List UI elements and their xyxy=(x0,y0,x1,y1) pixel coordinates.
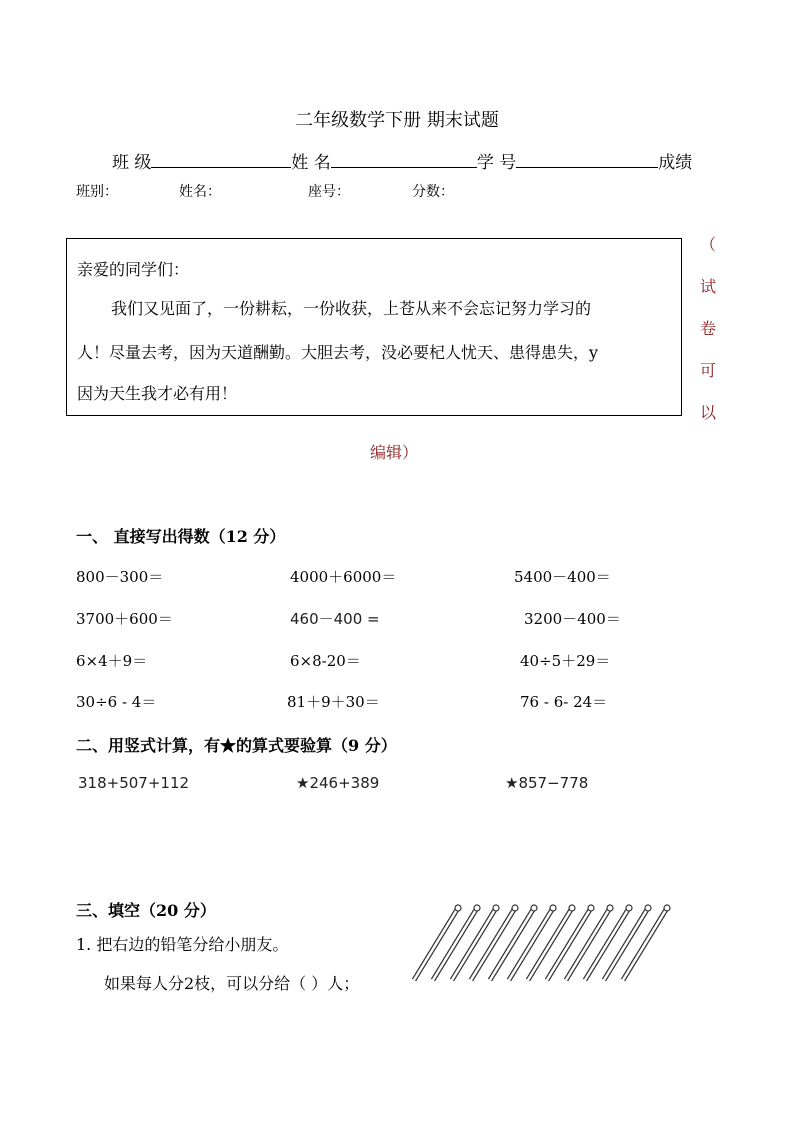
small-class-label: 班别： xyxy=(76,184,118,200)
note-char-1: （ xyxy=(700,235,717,254)
id-blank[interactable] xyxy=(516,149,658,168)
pencil-icon xyxy=(623,905,670,980)
class-blank[interactable] xyxy=(151,149,291,168)
note-char-5: 以 xyxy=(700,403,717,422)
message-box xyxy=(66,238,682,416)
pencils-illustration xyxy=(410,900,694,990)
student-info-line xyxy=(112,148,692,173)
note-char-4: 可 xyxy=(700,361,717,380)
question-1: 1. 把右边的铅笔分给小朋友。 xyxy=(76,935,289,954)
calc-problem: 76 - 6- 24＝ xyxy=(520,693,608,711)
section-1-title: 一、 直接写出得数（12 分） xyxy=(76,527,286,546)
small-score-label: 分数： xyxy=(412,184,454,200)
calc-problem: 3200－400＝ xyxy=(524,610,621,628)
section-2-title: 二、用竖式计算，有★的算式要验算（9 分） xyxy=(76,736,397,755)
class-label: 班 级 xyxy=(112,153,152,173)
vertical-calc-problem: 318+507+112 xyxy=(78,774,190,792)
id-label: 学 号 xyxy=(476,153,517,173)
calc-problem: 6×4＋9＝ xyxy=(76,652,148,670)
message-greeting: 亲爱的同学们： xyxy=(77,260,190,279)
vertical-calc-problem: ★246+389 xyxy=(296,774,380,792)
question-1-sub: 如果每人分2枝，可以分给（ ）人； xyxy=(104,974,360,993)
message-line-3: 因为天生我才必有用！ xyxy=(77,384,238,403)
calc-problem: 30÷6 - 4＝ xyxy=(76,693,157,711)
calc-problem: 5400－400＝ xyxy=(514,568,611,586)
calc-problem: 6×8-20＝ xyxy=(290,652,361,670)
calc-problem: 460－400 = xyxy=(290,610,380,628)
name-label: 姓 名 xyxy=(291,153,331,173)
small-name-label: 姓名： xyxy=(179,184,221,200)
calc-problem: 81＋9＋30＝ xyxy=(287,693,380,711)
page-title: 二年级数学下册 期末试题 xyxy=(295,110,499,131)
note-char-2: 试 xyxy=(700,277,717,296)
note-char-3: 卷 xyxy=(700,319,717,338)
message-line-1: 我们又见面了，一份耕耘，一份收获，上苍从来不会忘记努力学习的 xyxy=(111,299,592,318)
calc-problem: 3700＋600＝ xyxy=(76,610,173,628)
small-seat-label: 座号： xyxy=(308,184,350,200)
note-tail: 编辑） xyxy=(370,443,419,462)
calc-problem: 4000＋6000＝ xyxy=(290,568,397,586)
name-blank[interactable] xyxy=(331,149,477,168)
section-3-title: 三、填空（20 分） xyxy=(76,901,216,920)
message-line-2: 人！尽量去考，因为天道酬勤。大胆去考，没必要杞人忧天、患得患失，y xyxy=(77,343,599,362)
calc-problem: 800－300＝ xyxy=(76,568,164,586)
vertical-calc-problem: ★857−778 xyxy=(505,774,589,792)
score-label: 成绩 xyxy=(658,153,693,173)
calc-problem: 40÷5＋29＝ xyxy=(520,652,611,670)
